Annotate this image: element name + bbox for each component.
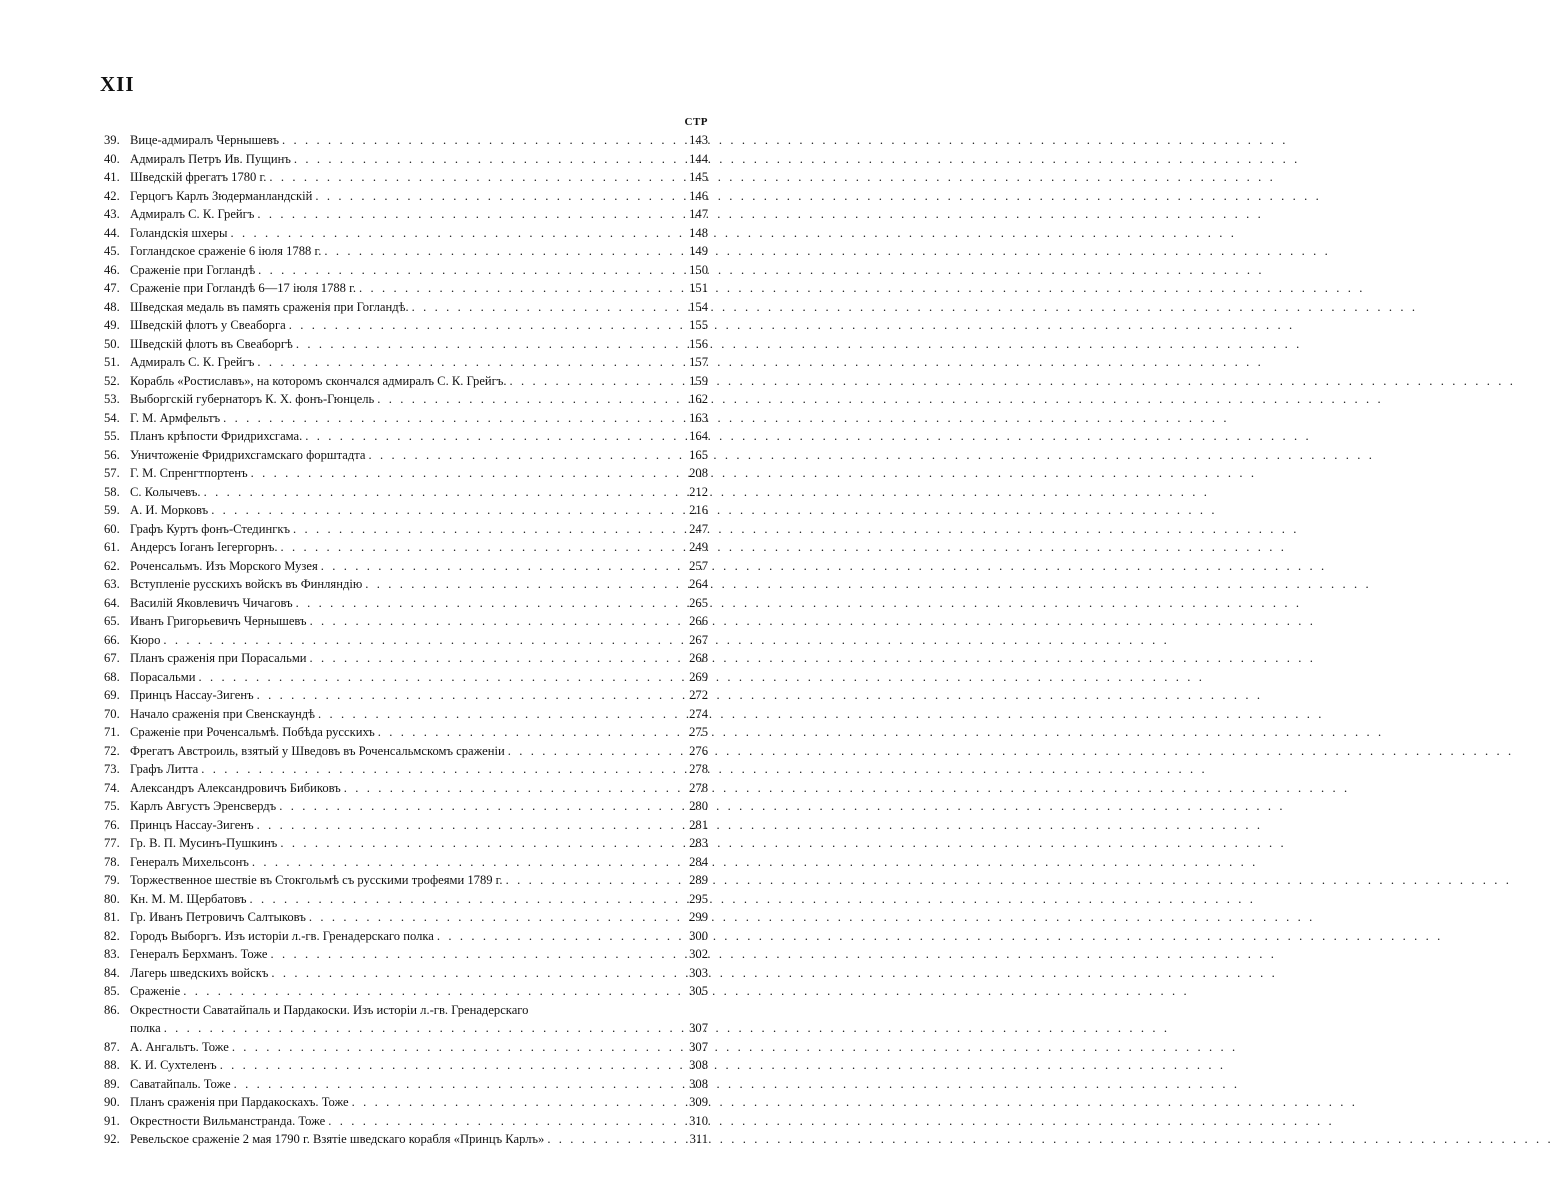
entry-number: 41. <box>104 170 120 184</box>
entry-page: 269 <box>689 669 708 684</box>
toc-entry <box>104 1093 708 1112</box>
entry-title: С. Колычевъ. <box>130 484 201 499</box>
entry-title: Александръ Александровичъ Бибиковъ <box>130 780 341 795</box>
entry-title: Порасальми <box>130 669 196 684</box>
dot-leader <box>208 501 674 520</box>
dot-leader <box>231 1075 674 1094</box>
toc-entry <box>104 594 708 613</box>
dot-leader <box>321 242 674 261</box>
entry-title: Сраженіе при Гогландѣ <box>130 262 256 277</box>
entry-page: 303 <box>689 965 708 980</box>
dot-leader <box>249 853 674 872</box>
dot-leader <box>341 779 674 798</box>
entry-title: Г. М. Армфельтъ <box>130 410 221 425</box>
entry-number: 70. <box>104 706 120 721</box>
toc-entry <box>104 686 708 705</box>
entry-number: 53. <box>104 392 120 406</box>
toc-entry <box>104 742 708 761</box>
entry-number: 88. <box>104 1058 120 1072</box>
toc-entry <box>104 168 708 187</box>
entry-number: 84. <box>104 965 120 980</box>
entry-title: Адмиралъ С. К. Грейгъ <box>130 355 255 369</box>
dot-leader <box>278 538 674 557</box>
entry-page: 143 <box>689 133 708 147</box>
dot-leader <box>180 982 674 1001</box>
entry-number: 47. <box>104 281 120 295</box>
entry-page: 249 <box>689 540 708 554</box>
dot-leader <box>268 964 674 983</box>
entry-number: 67. <box>104 651 120 665</box>
entry-title: Ревельское сраженіе 2 мая 1790 г. Взятіе шведскаго корабля «Принцъ Карлъ» <box>130 1132 545 1146</box>
dot-leader <box>291 150 674 169</box>
entry-page: 307 <box>689 1021 708 1035</box>
toc-entry <box>104 1056 708 1075</box>
toc-entry <box>104 834 708 853</box>
entry-number: 83. <box>104 947 120 961</box>
dot-leader <box>365 446 674 465</box>
entry-page: 144 <box>689 151 708 166</box>
entry-page: 284 <box>689 854 708 869</box>
entry-number: 73. <box>104 762 120 776</box>
entry-number: 80. <box>104 891 120 906</box>
toc-entry <box>104 982 708 1001</box>
entry-title: Генералъ Берхманъ. Тоже <box>130 947 268 961</box>
toc-entry <box>104 797 708 816</box>
dot-leader <box>254 205 674 224</box>
entry-page: 151 <box>689 281 708 295</box>
toc-entry <box>104 964 708 983</box>
page-column-header: СТР <box>684 116 708 128</box>
toc-entry <box>104 945 708 964</box>
entry-page: 265 <box>689 595 708 610</box>
entry-number: 75. <box>104 799 120 813</box>
toc-entry <box>104 409 708 428</box>
dot-leader <box>507 372 674 391</box>
entry-title: Шведскій фрегатъ 1780 г. <box>130 170 267 184</box>
entry-page: 165 <box>689 447 708 462</box>
table-of-contents <box>104 131 708 1149</box>
entry-page: 147 <box>689 207 708 221</box>
entry-page: 305 <box>689 984 708 998</box>
toc-entry <box>104 871 708 890</box>
entry-page: 208 <box>689 466 708 480</box>
entry-number: 76. <box>104 817 120 832</box>
entry-title: Корабль «Ростиславъ», на которомъ скончался адмиралъ С. К. Грейгъ. <box>130 373 507 388</box>
toc-entry <box>104 131 708 150</box>
entry-number: 79. <box>104 873 120 887</box>
entry-number: 54. <box>104 410 120 425</box>
entry-page: 308 <box>689 1058 708 1072</box>
entry-number: 50. <box>104 336 120 351</box>
dot-leader <box>248 464 674 483</box>
toc-entry <box>104 538 708 557</box>
entry-title: Шведскій флотъ у Свеаборга <box>130 318 286 332</box>
entry-page: 247 <box>689 521 708 536</box>
dot-leader <box>375 723 674 742</box>
entry-title: Карлъ Августъ Эренсвердъ <box>130 799 277 813</box>
entry-title: Уничтоженіе Фридрихсгамскаго форштадта <box>130 447 366 462</box>
toc-entry <box>104 557 708 576</box>
entry-page: 302 <box>689 947 708 961</box>
entry-page: 159 <box>689 373 708 388</box>
entry-page: 148 <box>689 225 708 240</box>
dot-leader <box>409 298 674 317</box>
entry-page: 212 <box>689 484 708 499</box>
dot-leader <box>325 1112 674 1131</box>
toc-entry <box>104 427 708 446</box>
toc-entry <box>104 335 708 354</box>
entry-title: Сраженіе при Роченсальмѣ. Побѣда русскихъ <box>130 725 375 739</box>
toc-entry <box>104 372 708 391</box>
entry-number: 56. <box>104 447 120 462</box>
dot-leader <box>254 686 674 705</box>
entry-number: 66. <box>104 632 120 647</box>
entry-page: 295 <box>689 891 708 906</box>
dot-leader <box>228 224 674 243</box>
dot-leader <box>229 1038 674 1057</box>
entry-number: 48. <box>104 299 120 314</box>
entry-number: 68. <box>104 669 120 684</box>
dot-leader <box>277 834 674 853</box>
toc-entry <box>104 853 708 872</box>
entry-title: Вступленіе русскихъ войскъ въ Финляндію <box>130 577 363 591</box>
entry-page: 311 <box>689 1132 708 1146</box>
dot-leader <box>505 742 674 761</box>
toc-entry <box>104 205 708 224</box>
entry-page: 280 <box>689 799 708 813</box>
entry-number: 46. <box>104 262 120 277</box>
entry-number: 74. <box>104 780 120 795</box>
toc-entry <box>104 187 708 206</box>
entry-title: Саватайпаль. Тоже <box>130 1076 231 1091</box>
toc-entry <box>104 224 708 243</box>
dot-leader <box>255 261 674 280</box>
toc-entry <box>104 631 708 650</box>
page-number: XII <box>100 72 135 96</box>
dot-leader <box>290 520 674 539</box>
dot-leader <box>302 427 674 446</box>
entry-title: Кюро <box>130 632 161 647</box>
entry-page: 276 <box>689 743 708 758</box>
entry-title: Шведская медаль въ память сраженія при Гогландѣ. <box>130 299 409 314</box>
toc-entry <box>104 1038 708 1057</box>
entry-page: 274 <box>689 706 708 721</box>
toc-entry <box>104 927 708 946</box>
entry-title: Планъ сраженія при Порасальми <box>130 651 307 665</box>
dot-leader <box>254 816 674 835</box>
toc-entry <box>104 298 708 317</box>
toc-entry <box>104 150 708 169</box>
entry-number: 82. <box>104 928 120 943</box>
entry-number: 49. <box>104 318 120 332</box>
toc-entry <box>104 501 708 520</box>
entry-title: Сраженіе <box>130 984 181 998</box>
entry-number: 89. <box>104 1076 120 1091</box>
entry-page: 257 <box>689 558 708 573</box>
entry-page: 275 <box>689 725 708 739</box>
entry-page: 299 <box>689 910 708 924</box>
dot-leader <box>356 279 674 298</box>
toc-entry <box>104 908 708 927</box>
dot-leader <box>217 1056 674 1075</box>
entry-number: 51. <box>104 355 120 369</box>
entry-number: 81. <box>104 910 120 924</box>
entry-page: 156 <box>689 336 708 351</box>
entry-number: 92. <box>104 1132 120 1146</box>
entry-title-continuation: полка <box>130 1021 161 1035</box>
entry-page: 163 <box>689 410 708 425</box>
entry-title: Лагерь шведскихъ войскъ <box>130 965 269 980</box>
toc-entry <box>104 1075 708 1094</box>
toc-entry <box>104 520 708 539</box>
toc-entry <box>104 612 708 631</box>
dot-leader <box>307 612 674 631</box>
entry-title: Графъ Куртъ фонъ-Стедингкъ <box>130 521 290 536</box>
entry-number: 55. <box>104 429 120 443</box>
entry-title: Вице-адмиралъ Чернышевъ <box>130 133 280 147</box>
dot-leader <box>279 131 674 150</box>
toc-entry <box>104 483 708 502</box>
entry-number: 58. <box>104 484 120 499</box>
entry-number: 43. <box>104 207 120 221</box>
toc-entry <box>104 446 708 465</box>
entry-page: 310 <box>689 1113 708 1128</box>
entry-page: 289 <box>689 873 708 887</box>
dot-leader <box>349 1093 674 1112</box>
entry-title: Гр. В. П. Мусинъ-Пушкинъ <box>130 836 278 850</box>
entry-number: 42. <box>104 188 120 203</box>
toc-entry <box>104 779 708 798</box>
toc-entry-continuation <box>104 1019 708 1038</box>
toc-entry <box>104 1112 708 1131</box>
toc-entry <box>104 464 708 483</box>
entry-page: 278 <box>689 762 708 776</box>
entry-title: А. И. Морковъ <box>130 503 209 517</box>
dot-leader <box>195 668 674 687</box>
toc-entry <box>104 261 708 280</box>
toc-entry <box>104 390 708 409</box>
entry-title: Шведскій флотъ въ Свеаборгѣ <box>130 336 293 351</box>
dot-leader <box>246 890 674 909</box>
entry-title: К. И. Сухтеленъ <box>130 1058 217 1072</box>
toc-entry <box>104 705 708 724</box>
entry-number: 78. <box>104 854 120 869</box>
entry-number: 86. <box>104 1002 120 1017</box>
entry-page: 272 <box>689 688 708 702</box>
dot-leader <box>544 1130 674 1149</box>
entry-page: 150 <box>689 262 708 277</box>
entry-page: 145 <box>689 170 708 184</box>
toc-entry <box>104 1130 708 1149</box>
entry-page: 154 <box>689 299 708 314</box>
dot-leader <box>293 594 674 613</box>
entry-title: Генералъ Михельсонъ <box>130 854 249 869</box>
entry-title: Сраженіе при Гогландѣ 6—17 іюля 1788 г. <box>130 281 356 295</box>
entry-page: 155 <box>689 318 708 332</box>
entry-number: 90. <box>104 1095 120 1109</box>
dot-leader <box>276 797 674 816</box>
entry-title: Гогландское сраженіе 6 іюля 1788 г. <box>130 244 322 258</box>
entry-number: 63. <box>104 577 120 591</box>
dot-leader <box>315 705 674 724</box>
entry-title: Городъ Выборгъ. Изъ исторіи л.-гв. Гренадерскаго полка <box>130 928 434 943</box>
entry-title: Окрестности Вильманстранда. Тоже <box>130 1113 326 1128</box>
entry-number: 39. <box>104 133 120 147</box>
entry-page: 309 <box>689 1095 708 1109</box>
toc-entry <box>104 316 708 335</box>
toc-entry <box>104 649 708 668</box>
dot-leader <box>161 1019 674 1038</box>
entry-title: Графъ Литта <box>130 762 199 776</box>
dot-leader <box>286 316 674 335</box>
entry-page: 278 <box>689 780 708 795</box>
dot-leader <box>312 187 674 206</box>
entry-title: Г. М. Спренгтпортенъ <box>130 466 248 480</box>
dot-leader <box>254 353 674 372</box>
toc-entry <box>104 723 708 742</box>
entry-page: 268 <box>689 651 708 665</box>
dot-leader <box>318 557 674 576</box>
dot-leader <box>307 649 674 668</box>
entry-page: 281 <box>689 817 708 832</box>
toc-entry <box>104 816 708 835</box>
entry-number: 60. <box>104 521 120 536</box>
entry-page: 164 <box>689 429 708 443</box>
entry-title: Адмиралъ С. К. Грейгъ <box>130 207 255 221</box>
toc-entry <box>104 353 708 372</box>
toc-entry <box>104 575 708 594</box>
dot-leader <box>374 390 674 409</box>
entry-number: 69. <box>104 688 120 702</box>
entry-page: 267 <box>689 632 708 647</box>
entry-title: Окрестности Саватайпаль и Пардакоски. Изъ исторіи л.-гв. Гренадерскаго <box>130 1002 529 1017</box>
entry-number: 85. <box>104 984 120 998</box>
entry-number: 72. <box>104 743 120 758</box>
entry-page: 146 <box>689 188 708 203</box>
toc-entry <box>104 242 708 261</box>
dot-leader <box>267 945 674 964</box>
entry-title: Герцогъ Карлъ Зюдерманландскій <box>130 188 313 203</box>
toc-entry <box>104 760 708 779</box>
entry-title: Роченсальмъ. Изъ Морского Музея <box>130 558 318 573</box>
entry-page: 300 <box>689 928 708 943</box>
entry-page: 308 <box>689 1076 708 1091</box>
entry-title: Иванъ Григорьевичъ Чернышевъ <box>130 614 307 628</box>
entry-page: 307 <box>689 1039 708 1054</box>
entry-page: 162 <box>689 392 708 406</box>
entry-title: Планъ сраженія при Пардакоскахъ. Тоже <box>130 1095 349 1109</box>
entry-title: Гр. Иванъ Петровичъ Салтыковъ <box>130 910 306 924</box>
entry-number: 52. <box>104 373 120 388</box>
entry-number: 45. <box>104 244 120 258</box>
entry-number: 65. <box>104 614 120 628</box>
entry-number: 91. <box>104 1113 120 1128</box>
entry-title: Принцъ Нассау-Зигенъ <box>130 817 254 832</box>
toc-entry <box>104 890 708 909</box>
entry-number: 40. <box>104 151 120 166</box>
entry-page: 216 <box>689 503 708 517</box>
dot-leader <box>434 927 674 946</box>
entry-number: 87. <box>104 1039 120 1054</box>
dot-leader <box>362 575 674 594</box>
toc-entry <box>104 279 708 298</box>
entry-number: 61. <box>104 540 120 554</box>
entry-page: 266 <box>689 614 708 628</box>
entry-number: 71. <box>104 725 120 739</box>
entry-number: 77. <box>104 836 120 850</box>
entry-number: 64. <box>104 595 120 610</box>
entry-page: 283 <box>689 836 708 850</box>
entry-title: А. Ангальтъ. Тоже <box>130 1039 229 1054</box>
entry-number: 59. <box>104 503 120 517</box>
entry-page: 157 <box>689 355 708 369</box>
dot-leader <box>306 908 674 927</box>
entry-title: Выборгскій губернаторъ К. Х. фонъ-Гюнцель <box>130 392 375 406</box>
entry-title: Начало сраженія при Свенскаундѣ <box>130 706 316 721</box>
dot-leader <box>198 760 674 779</box>
entry-title: Принцъ Нассау-Зигенъ <box>130 688 254 702</box>
dot-leader <box>293 335 674 354</box>
entry-number: 62. <box>104 558 120 573</box>
dot-leader <box>220 409 674 428</box>
entry-title: Голандскія шхеры <box>130 225 228 240</box>
entry-number: 44. <box>104 225 120 240</box>
dot-leader <box>503 871 674 890</box>
toc-entry <box>104 668 708 687</box>
entry-page: 149 <box>689 244 708 258</box>
entry-title: Планъ крѣпости Фридрихсгама. <box>130 429 303 443</box>
entry-title: Адмиралъ Петръ Ив. Пущинъ <box>130 151 291 166</box>
entry-number: 57. <box>104 466 120 480</box>
entry-title: Фрегатъ Австроиль, взятый у Шведовъ въ Роченсальмскомъ сраженіи <box>130 743 505 758</box>
toc-entry <box>104 1001 708 1020</box>
entry-title: Кн. М. М. Щербатовъ <box>130 891 247 906</box>
dot-leader <box>201 483 674 502</box>
entry-page: 264 <box>689 577 708 591</box>
dot-leader <box>266 168 674 187</box>
entry-title: Андерсъ Іоганъ Іегергорнъ. <box>130 540 278 554</box>
entry-title: Василій Яковлевичъ Чичаговъ <box>130 595 293 610</box>
entry-title: Торжественное шествіе въ Стокгольмѣ съ русскими трофеями 1789 г. <box>130 873 503 887</box>
dot-leader <box>160 631 674 650</box>
